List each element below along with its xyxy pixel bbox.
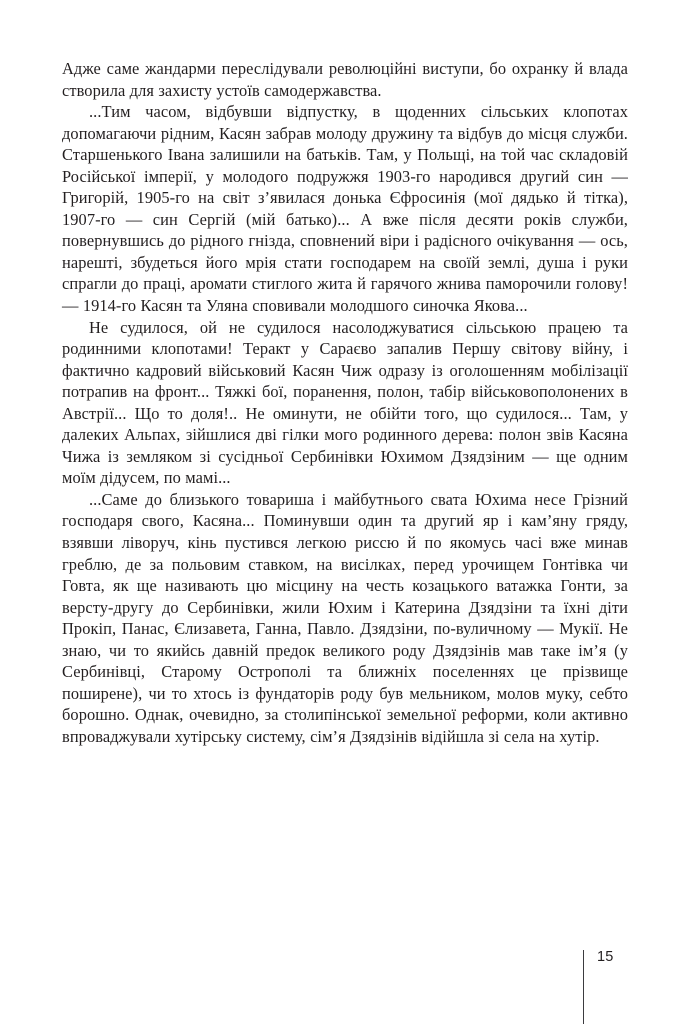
folio-divider-rule: [583, 950, 584, 1024]
paragraph: Адже саме жандарми переслідували революційні виступи, бо охранку й влада створила для захисту устоїв самодержавства.: [62, 59, 628, 100]
page-number: 15: [597, 949, 614, 965]
page-footer: [583, 950, 691, 1024]
paragraph: Не судилося, ой не судилося насолоджуватися сільською працею та родинними клопотами! Теракт у Сараєво запалив Першу світову війну, і фактично кадровий військовий Касян Чиж одразу із оголошенням мобілізації потрапив на фронт... Тяжкі бої, поранення, полон, табір військовополонених в Австрії... Що то доля!.. Не оминути, не обійти того, що судилося... Там, у далеких Альпах, зійшлися дві гілки мого родинного дерева: полон звів Касяна Чижа із земляком зі сусідньої Сербинівки Юхимом Дзядзіним — ще одним моїм дідусем, по мамі...: [62, 317, 628, 488]
paragraph: ...Саме до близького товариша і майбутнього свата Юхима несе Грізний господаря свого, Касяна... Поминувши один та другий яр і кам’яну гряду, взявши ліворуч, кінь пустився легкою риссю й по якомусь часі вже минав греблю, де за польовим ставком, на висілках, перед урочищем Гонтівка чи Говта, як ще називають цю місцину на честь козацького ватажка Гонти, за версту-другу до Сербинівки, жили Юхим і Катерина Дзядзіни та їхні діти Прокіп, Панас, Єлизавета, Ганна, Павло. Дзядзіни, по-вуличному — Мукії. Не знаю, чи то якийсь давній предок великого роду Дзядзінів мав таке ім’я (у Сербинівці, Старому Острополі та ближніх поселеннях це прізвище поширене), чи то хтось із фундаторів роду був мельником, молов муку, себто борошно. Однак, очевидно, за столипінської земельної реформи, коли активно впроваджували хутірську систему, сім’я Дзядзінів відійшла зі села на хутір.: [62, 489, 628, 746]
page-text-block: [62, 58, 628, 748]
paragraph: ...Тим часом, відбувши відпустку, в щоденних сільських клопотах допомагаючи рідним, Касян забрав молоду дружину та відбув до місця служби. Старшенького Івана залишили на батьків. Там, у Польщі, на той час складовій Російської імперії, у молодого подружжя 1903-го народився другий син — Григорій, 1905-го на світ з’явилася донька Єфросинія (мої дядько й тітка), 1907-го — син Сергій (мій батько)... А вже після десяти років служби, повернувшись до рідного гнізда, сповнений віри і радісного очікування — ось, нарешті, збудеться його мрія стати господарем на своїй землі, душа і руки спрагли до праці, аромати стиглого жита й гарячого жнива паморочили голову! — 1914-го Касян та Уляна сповивали молодшого синочка Якова...: [62, 102, 628, 316]
